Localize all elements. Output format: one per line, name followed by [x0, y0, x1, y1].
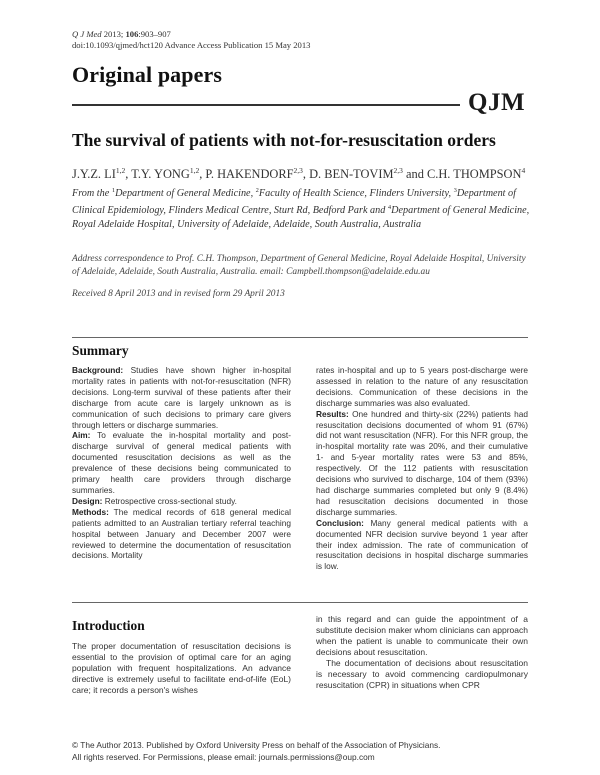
- journal-logo: QJM: [468, 89, 526, 116]
- summary-right-column: [316, 365, 528, 572]
- received-dates: Received 8 April 2013 and in revised form 29 April 2013: [72, 289, 285, 299]
- author: T.Y. YONG$^{1,2}$,: [131, 166, 206, 181]
- results-paragraph: Results: One hundred and thirty-six (22%) patients had resuscitation decisions documented of whom 91 (67%) did not want resuscitation (NFR). For this NFR group, the in-hospital mortality rate was 20%, and their cumulative 1- and 5-year mortality rates were 53 and 85%, respectively. Of the 112 patients with resuscitation decisions who survived to discharge, 104 of them (93%) had discharge summaries completed but only 9 (8.4%) had resuscitation decisions documented in those discharge summaries.: [316, 408, 528, 517]
- author: P. HAKENDORF$^{2,3}$,: [205, 166, 310, 181]
- author: J.Y.Z. LI$^{1,2}$,: [72, 166, 132, 181]
- author: D. BEN-TOVIM$^{2,3}$ and: [309, 166, 427, 181]
- methods-continued: rates in-hospital and up to 5 years post-discharge were assessed in relation to the nature of any resuscitation decisions. Communication of these decisions in the discharge summaries was also evaluated.: [316, 365, 528, 408]
- aim-paragraph: Aim: To evaluate the in-hospital mortality and post-discharge survival of general medical patients with documented resuscitation decisions as well as the prevalence of these decisions being communicated to primary health care providers through discharge summaries.: [72, 430, 291, 495]
- affiliation: $^2$Faculty of Health Science, Flinders University,: [255, 187, 454, 199]
- design-paragraph: Design: Retrospective cross-sectional study.: [72, 495, 237, 506]
- introduction-heading: Introduction: [72, 618, 145, 633]
- conclusion-paragraph: Conclusion: Many general medical patients with a documented NFR decision survive beyond 1 year after their index admission. The rate of communication of resuscitation decisions in hospital discharge summaries is low.: [316, 517, 528, 572]
- affiliation: $^3$Department of Clinical Epidemiology, Flinders Medical Centre, Sturt Rd, Bedford Park and: [72, 187, 516, 217]
- introduction-left-column: [72, 641, 291, 696]
- intro-paragraph: The proper documentation of resuscitation decisions is essential to the provision of optimal care for an aging population with frequent hospitalizations. An advance directive is extremely useful to facilitate end-of-life (EoL) care; it records a person's wishes: [72, 641, 291, 695]
- summary-top-rule: [72, 337, 528, 338]
- article-title: The survival of patients with not-for-resuscitation orders: [72, 130, 496, 150]
- correspondence: Address correspondence to Prof. C.H. Thompson, Department of General Medicine, Royal Adelaide Hospital, University of Adelaide, Adelaide, South Australia, Australia. email: Campbell.thompson@adelaide.edu.au: [72, 254, 526, 277]
- background-paragraph: Background: Studies have shown higher in-hospital mortality rates in patients with not-for-resuscitation (NFR) decisions. Long-term survival of these patients after their discharge from acute care is largely unknown as is communication of such decisions to primary care givers through letters or discharge summaries.: [72, 365, 291, 430]
- summary-left-column: [72, 365, 291, 561]
- journal-pages: :903–907: [138, 29, 171, 39]
- intro-paragraph-continued: in this regard and can guide the appointment of a substitute decision maker whom clinicians can approach when the patient is unable to communicate their own decisions about resuscitation.: [316, 614, 528, 657]
- affiliations: [72, 184, 534, 233]
- affiliation: $^4$Department of General Medicine, Royal Adelaide Hospital, University of Adelaide, Adelaide, South Australia, Australia: [72, 204, 530, 231]
- journal-year: 2013;: [101, 29, 126, 39]
- affiliation: $^1$Department of General Medicine,: [111, 187, 256, 199]
- author-list: [72, 166, 525, 182]
- methods-paragraph: Methods: The medical records of 618 general medical patients admitted to an Australian tertiary referral teaching hospital between January and December 2007 were reviewed to determine the documentation of resuscitation decisions. Mortality: [72, 506, 291, 561]
- summary-bottom-rule: [72, 602, 528, 603]
- journal-volume: 106: [125, 29, 139, 39]
- copyright-line: © The Author 2013. Published by Oxford University Press on behalf of the Association of Physicians.: [72, 740, 441, 750]
- header-rule: [72, 104, 460, 106]
- author: C.H. THOMPSON$^4$: [427, 166, 526, 181]
- summary-heading: Summary: [72, 343, 129, 358]
- doi-line: doi:10.1093/qjmed/hct120 Advance Access Publication 15 May 2013: [72, 40, 311, 50]
- section-title: Original papers: [72, 62, 223, 87]
- introduction-right-column: [316, 614, 528, 691]
- journal-citation: [72, 29, 310, 51]
- affiliation: From the: [72, 188, 112, 199]
- permissions-line: All rights reserved. For Permissions, please email: journals.permissions@oup.com: [72, 752, 375, 762]
- intro-paragraph-2: The documentation of decisions about resuscitation is necessary to avoid commencing cardiopulmonary resuscitation (CPR) in situations when CPR: [316, 658, 528, 690]
- journal-name: Q J Med: [72, 29, 102, 39]
